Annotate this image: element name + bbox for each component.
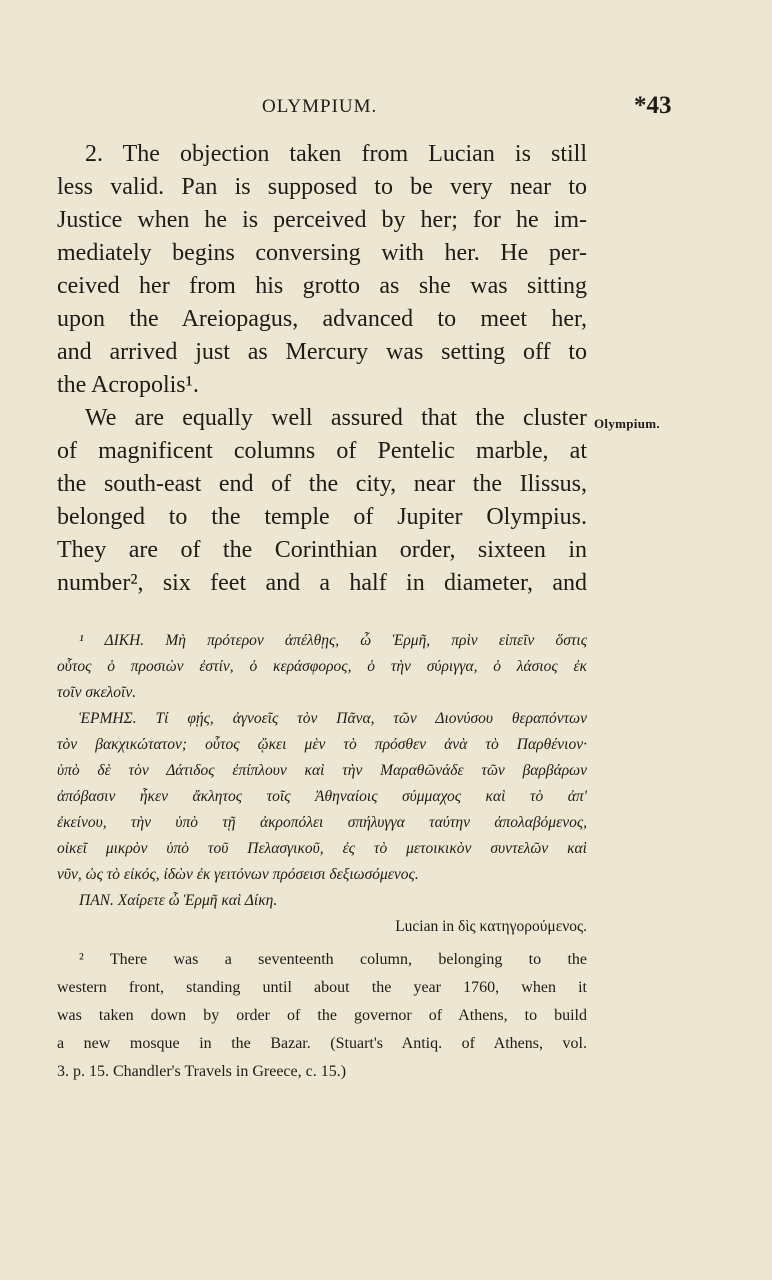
footnote-line: ἙΡΜΗΣ. Τί φῄς, ἀγνοεῖς τὸν Πᾶνα, τῶν Διονύσου θεραπόντων: [79, 710, 587, 727]
footnote-line: τὸν βακχικώτατον; οὗτος ᾤκει μὲν τὸ πρόσθεν ἀνὰ τὸ Παρθένιον·: [57, 736, 587, 753]
text-line: less valid. Pan is supposed to be very near to: [57, 174, 587, 200]
footnote-line: νῦν, ὡς τὸ εἰκός, ἰδὼν ἐκ γειτόνων πρόσεισι δεξιωσόμενος.: [57, 866, 419, 883]
footnotes: [57, 628, 587, 1086]
text-line: ceived her from his grotto as she was sitting: [57, 273, 587, 299]
margin-note: Olympium.: [594, 416, 660, 431]
footnote-line: 3. p. 15. Chandler's Travels in Greece, c. 15.): [57, 1063, 347, 1080]
text-line: number², six feet and a half in diameter, and: [57, 570, 587, 596]
footnote-line: was taken down by order of the governor of Athens, to build: [57, 1007, 587, 1024]
running-head: [0, 92, 772, 126]
footnote-line: ὑπὸ δὲ τὸν Δάτιδος ἐπίπλουν καὶ τὴν Μαραθῶνάδε τῶν βαρβάρων: [57, 762, 587, 779]
text-line: mediately begins conversing with her. He per-: [57, 240, 587, 266]
footnote-line: ¹ ΔΙΚΗ. Μὴ πρότερον ἀπέλθῃς, ὦ Ἑρμῆ, πρὶν εἰπεῖν ὅστις: [79, 632, 587, 649]
footnote-citation: Lucian in δὶς κατηγορούμενος.: [395, 918, 587, 935]
text-line: They are of the Corinthian order, sixteen in: [57, 537, 587, 563]
page-number: *43: [634, 92, 672, 119]
text-line: upon the Areiopagus, advanced to meet her,: [57, 306, 587, 332]
footnote-line: οἰκεῖ μικρὸν ὑπὸ τοῦ Πελασγικοῦ, ἐς τὸ μετοικικὸν συντελῶν καὶ: [57, 840, 587, 857]
text-line: and arrived just as Mercury was setting off to: [57, 339, 587, 365]
main-text: [57, 138, 587, 600]
footnote-line: οὗτος ὁ προσιὼν ἐστίν, ὁ κεράσφορος, ὁ τὴν σύριγγα, ὁ λάσιος ἐκ: [57, 658, 587, 675]
footnote-line: western front, standing until about the year 1760, when it: [57, 979, 587, 996]
footnote-line: ΠΑΝ. Χαίρετε ὦ Ἑρμῆ καὶ Δίκη.: [79, 892, 278, 909]
footnote-line: ἀπόβασιν ἧκεν ἄκλητος τοῖς Ἀθηναίοις σύμμαχος καὶ τὸ ἀπ': [57, 788, 587, 805]
text-line: of magnificent columns of Pentelic marble, at: [57, 438, 587, 464]
text-line: the Acropolis¹.: [57, 372, 199, 398]
footnote-line: ² There was a seventeenth column, belonging to the: [79, 951, 587, 968]
text-line: the south-east end of the city, near the Ilissus,: [57, 471, 587, 497]
footnote-line: a new mosque in the Bazar. (Stuart's Antiq. of Athens, vol.: [57, 1035, 587, 1052]
text-line: We are equally well assured that the cluster: [85, 405, 587, 431]
text-line: belonged to the temple of Jupiter Olympius.: [57, 504, 587, 530]
footnote-line: τοῖν σκελοῖν.: [57, 684, 137, 701]
footnote-line: ἐκείνου, τὴν ὑπὸ τῇ ἀκροπόλει σπήλυγγα ταύτην ἀπολαβόμενος,: [57, 814, 587, 831]
running-head-title: OLYMPIUM.: [262, 96, 378, 117]
text-line: 2. The objection taken from Lucian is still: [85, 141, 587, 167]
text-line: Justice when he is perceived by her; for he im-: [57, 207, 587, 233]
